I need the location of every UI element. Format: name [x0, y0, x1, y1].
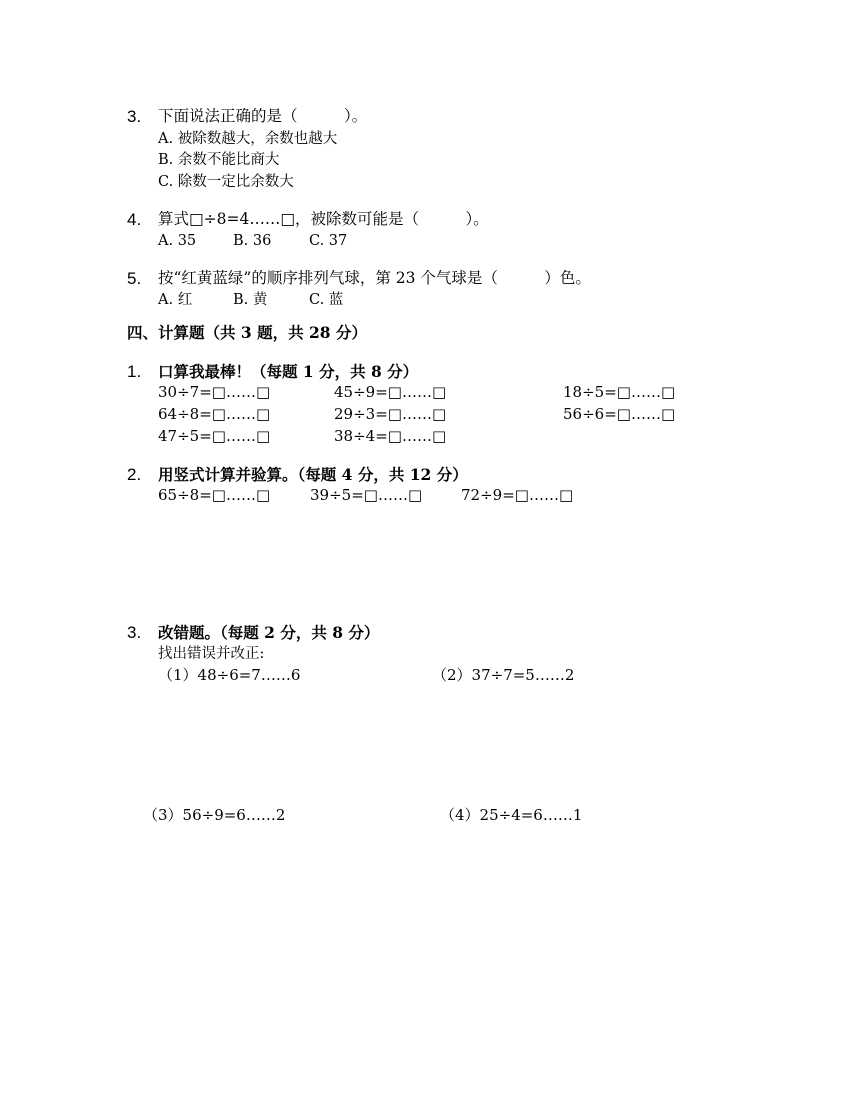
part-1-number: 1.: [127, 362, 142, 381]
part-2-number: 2.: [127, 465, 142, 484]
question-5-stem: 按“红黄蓝绿”的顺序排列气球，第 23 个气球是（ ）色。: [158, 269, 591, 287]
question-5-option-b: B. 黄: [233, 292, 268, 308]
correction-item: （3）56÷9=6……2: [143, 806, 286, 824]
question-3-option-c: C. 除数一定比余数大: [158, 174, 294, 190]
correction-item: （4）25÷4=6……1: [440, 806, 583, 824]
question-3-option-b: B. 余数不能比商大: [158, 152, 280, 168]
oral-item: 30÷7=□……□: [158, 383, 271, 401]
oral-item: 29÷3=□……□: [334, 405, 447, 423]
question-4-option-c: C. 37: [309, 233, 348, 249]
part-1-title: 口算我最棒！（每题 1 分，共 8 分）: [158, 362, 419, 381]
vertical-calc-item: 39÷5=□……□: [310, 486, 423, 504]
oral-item: 18÷5=□……□: [563, 383, 676, 401]
question-5-number: 5.: [127, 269, 142, 288]
question-4-number: 4.: [127, 210, 142, 229]
correction-item: （1）48÷6=7……6: [158, 666, 301, 684]
question-3-stem: 下面说法正确的是（ ）。: [158, 107, 368, 125]
oral-item: 56÷6=□……□: [563, 405, 676, 423]
question-4-stem: 算式□÷8=4……□，被除数可能是（ ）。: [158, 210, 489, 228]
oral-item: 45÷9=□……□: [334, 383, 447, 401]
vertical-calc-item: 72÷9=□……□: [461, 486, 574, 504]
question-4-option-b: B. 36: [233, 233, 272, 249]
question-4-option-a: A. 35: [158, 233, 197, 249]
part-2-title: 用竖式计算并验算。（每题 4 分，共 12 分）: [158, 465, 468, 484]
vertical-calc-item: 65÷8=□……□: [158, 486, 271, 504]
oral-item: 47÷5=□……□: [158, 427, 271, 445]
part-3-number: 3.: [127, 623, 142, 642]
oral-item: 64÷8=□……□: [158, 405, 271, 423]
part-3-title: 改错题。（每题 2 分，共 8 分）: [158, 623, 380, 642]
part-3-instruction: 找出错误并改正:: [158, 646, 265, 662]
section-heading: 四、计算题（共 3 题，共 28 分）: [127, 323, 367, 342]
correction-item: （2）37÷7=5……2: [432, 666, 575, 684]
oral-item: 38÷4=□……□: [334, 427, 447, 445]
question-5-option-a: A. 红: [158, 292, 193, 308]
question-3-number: 3.: [127, 107, 142, 126]
question-5-option-c: C. 蓝: [309, 292, 344, 308]
question-3-option-a: A. 被除数越大，余数也越大: [158, 131, 338, 147]
